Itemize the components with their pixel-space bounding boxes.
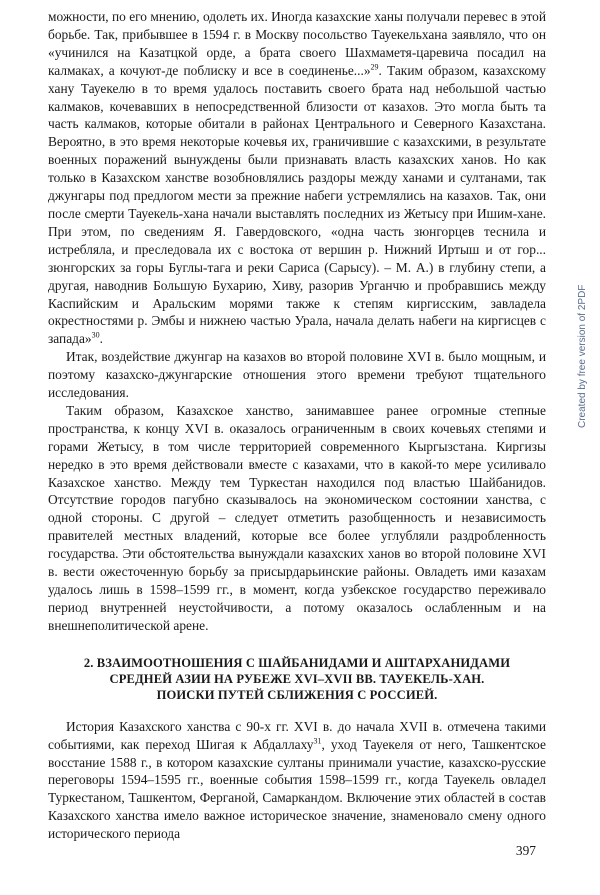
- paragraph-text: можности, по его мнению, одолеть их. Иногда казахские ханы получали перевес в этой борьбе. Так, прибывшее в 1594 г. в Москву посольство Тауекельхана заявляло, что он «учинился на Казатцкой орде, а брата своего Шахмаметя-царевича посадил на калмаках, а кочуют-де поблиску и все в соединенье...»: [48, 9, 546, 78]
- paragraph-3: Таким образом, Казахское ханство, занимавшее ранее огромные степные пространства, к концу XVI в. оказалось ограниченным в своих кочевьях степями и горами Жетысу, в том числе территорией современного Кыргызстана. Киргизы нередко в это время действовали вместе с казахами, что в какой-то мере усиливало Казахское ханство. Между тем Туркестан находился под властью Шайбанидов. Отсутствие городов пагубно сказывалось на экономическом состоянии ханства, с одной стороны. С другой – следует отметить разобщенность и независимость правителей местных владений, которые все более углубляли раздробленность государства. Эти обстоятельства вынуждали казахских ханов во второй половине XVI в. вести ожесточенную борьбу за присырдарьинские районы. Овладеть ими казахам удалось лишь в 1598–1599 гг., в момент, когда узбекское государство переживало период внутренней неустойчивости, а потому оказалось ослабленным и на внешнеполитической арене.: [48, 402, 546, 633]
- paragraph-text: . Таким образом, казахскому хану Тауекелю в то время удалось поставить своего брата над небольшой частью калмаков, кочевавших в непосредственной близости от казахов. Это могла быть та часть калмаков, которые обитали в районах Центрального и Северного Казахстана. Вероятно, в это время некоторые кочевья их, граничившие с казахскими, в результате военных поражений вынуждены были признавать власть казахских ханов. Но как только в Казахском ханстве возобновлялись раздоры между ханами и султанами, так джунгары под предлогом мести за прежние набеги устремлялись на казахов. Так, они после смерти Тауекель-хана начали выставлять последних из Жетысу при Ишим-хане. При этом, по сведениям Я. Гавердовского, «одна часть зюнгорцев теснила и истребляла, и преследовала их с востока от вершин р. Нижний Иртыш и от гор... зюнгорских за горы Буглы-тага и реки Сариса (Сарысу). – М. А.) в глубину степи, а другая, наводнив Большую Бухарию, Хиву, разорив Урганчю и пробравшись между Каспийским и Аральским морями также к степям киргисским, завладела окрестностями р. Эмбы и нижнею частью Урала, начала делать набеги на киргисцев с запада»: [48, 62, 546, 347]
- paragraph-4: [48, 718, 546, 843]
- paragraph-text: История Казахского ханства с 90-х гг. XVI в. до начала XVII в. отмечена такими событиями, как переход Шигая к Абдаллаху: [48, 718, 546, 752]
- paragraph-text: .: [99, 331, 103, 347]
- heading-line-2: СРЕДНЕЙ АЗИИ НА РУБЕЖЕ XVI–XVII ВВ. ТАУЕКЕЛЬ-ХАН.: [109, 671, 485, 686]
- paragraph-text: , уход Тауекеля от него, Ташкентское восстание 1588 г., в котором казахские султаны принимали участие, казахско-русские переговоры 1594–1595 гг., военные события 1598–1599 гг., когда Тауекель овладел Туркестаном, Ташкентом, Ферганой, Самаркандом. Включение этих областей в состав Казахского ханства имело важное историческое значение, знаменовало смену одного исторического периода: [48, 736, 546, 842]
- footnote-ref: 29: [370, 62, 379, 72]
- footnote-ref: 30: [91, 330, 100, 340]
- paragraph-continuation: [48, 8, 546, 348]
- heading-line-3: ПОИСКИ ПУТЕЙ СБЛИЖЕНИЯ С РОССИЕЙ.: [156, 687, 438, 702]
- heading-line-1: 2. ВЗАИМООТНОШЕНИЯ С ШАЙБАНИДАМИ И АШТАРХАНИДАМИ: [83, 655, 511, 670]
- footnote-ref: 31: [313, 736, 322, 746]
- text-column: [48, 8, 546, 843]
- watermark: Created by free version of 2PDF: [577, 284, 588, 428]
- section-heading: [48, 655, 546, 703]
- paragraph-2: Итак, воздействие джунгар на казахов во второй половине XVI в. было мощным, и поэтому казахско-джунгарские отношения этого времени требуют тщательного исследования.: [48, 349, 546, 401]
- page-number: 397: [515, 843, 536, 858]
